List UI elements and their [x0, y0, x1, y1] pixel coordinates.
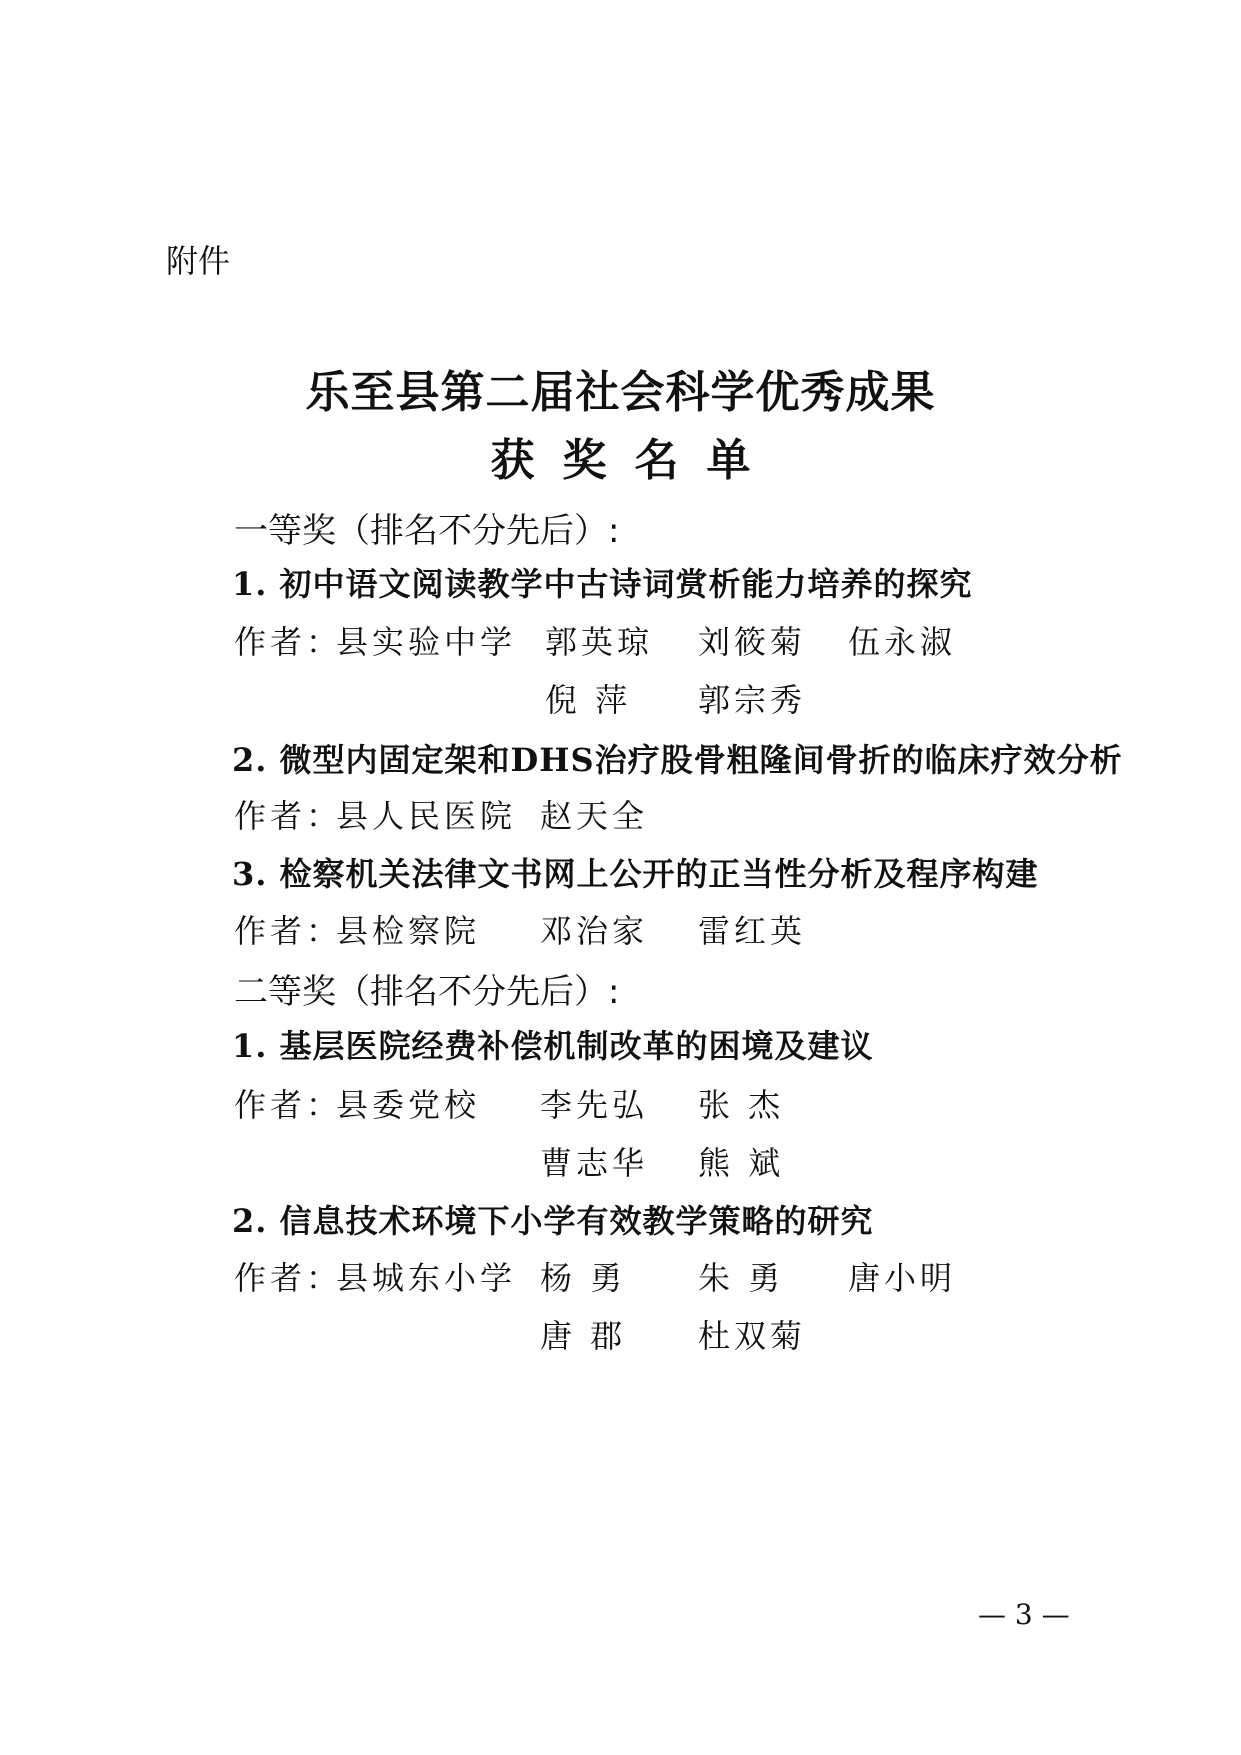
author-name: 唐 郡	[540, 1317, 627, 1355]
author-name: 杨 勇	[540, 1259, 627, 1297]
award-item-title: 1. 初中语文阅读教学中古诗词赏析能力培养的探究	[232, 565, 973, 603]
attachment-label: 附件	[166, 242, 231, 280]
author-name: 李先弘	[540, 1086, 649, 1124]
author-organization: 县检察院	[336, 912, 481, 950]
document-title: 乐至县第二届社会科学优秀成果	[305, 367, 936, 418]
author-name: 刘筱菊	[698, 623, 807, 661]
author-label: 作者：	[234, 797, 343, 835]
author-organization: 县人民医院	[336, 797, 517, 835]
author-name: 杜双菊	[698, 1317, 807, 1355]
page-number: — 3 —	[978, 1598, 1070, 1631]
author-name: 邓治家	[540, 912, 649, 950]
author-name: 曹志华	[540, 1144, 649, 1182]
author-name: 赵天全	[540, 797, 649, 835]
author-name: 朱 勇	[698, 1259, 785, 1297]
author-organization: 县城东小学	[336, 1259, 517, 1297]
author-name: 唐小明	[848, 1259, 957, 1297]
author-organization: 县实验中学	[336, 623, 517, 661]
author-name: 郭宗秀	[698, 681, 807, 719]
author-organization: 县委党校	[336, 1086, 481, 1124]
author-name: 伍永淑	[848, 623, 957, 661]
award-item-title: 2. 信息技术环境下小学有效教学策略的研究	[232, 1202, 874, 1240]
author-name: 张 杰	[698, 1086, 785, 1124]
author-label: 作者：	[234, 1086, 343, 1124]
author-name: 郭英琼	[545, 623, 654, 661]
section-heading-first-prize: 一等奖（排名不分先后）:	[234, 511, 620, 551]
document-subtitle: 获奖名单	[490, 435, 779, 486]
award-item-title: 3. 检察机关法律文书网上公开的正当性分析及程序构建	[232, 855, 1039, 893]
award-item-title: 2. 微型内固定架和DHS治疗股骨粗隆间骨折的临床疗效分析	[232, 741, 1123, 779]
author-name: 熊 斌	[698, 1144, 785, 1182]
award-item-title: 1. 基层医院经费补偿机制改革的困境及建议	[232, 1027, 874, 1065]
author-name: 雷红英	[698, 912, 807, 950]
author-label: 作者：	[234, 623, 343, 661]
author-label: 作者：	[234, 912, 343, 950]
author-label: 作者：	[234, 1259, 343, 1297]
section-heading-second-prize: 二等奖（排名不分先后）:	[234, 972, 620, 1012]
author-name: 倪 萍	[545, 681, 632, 719]
